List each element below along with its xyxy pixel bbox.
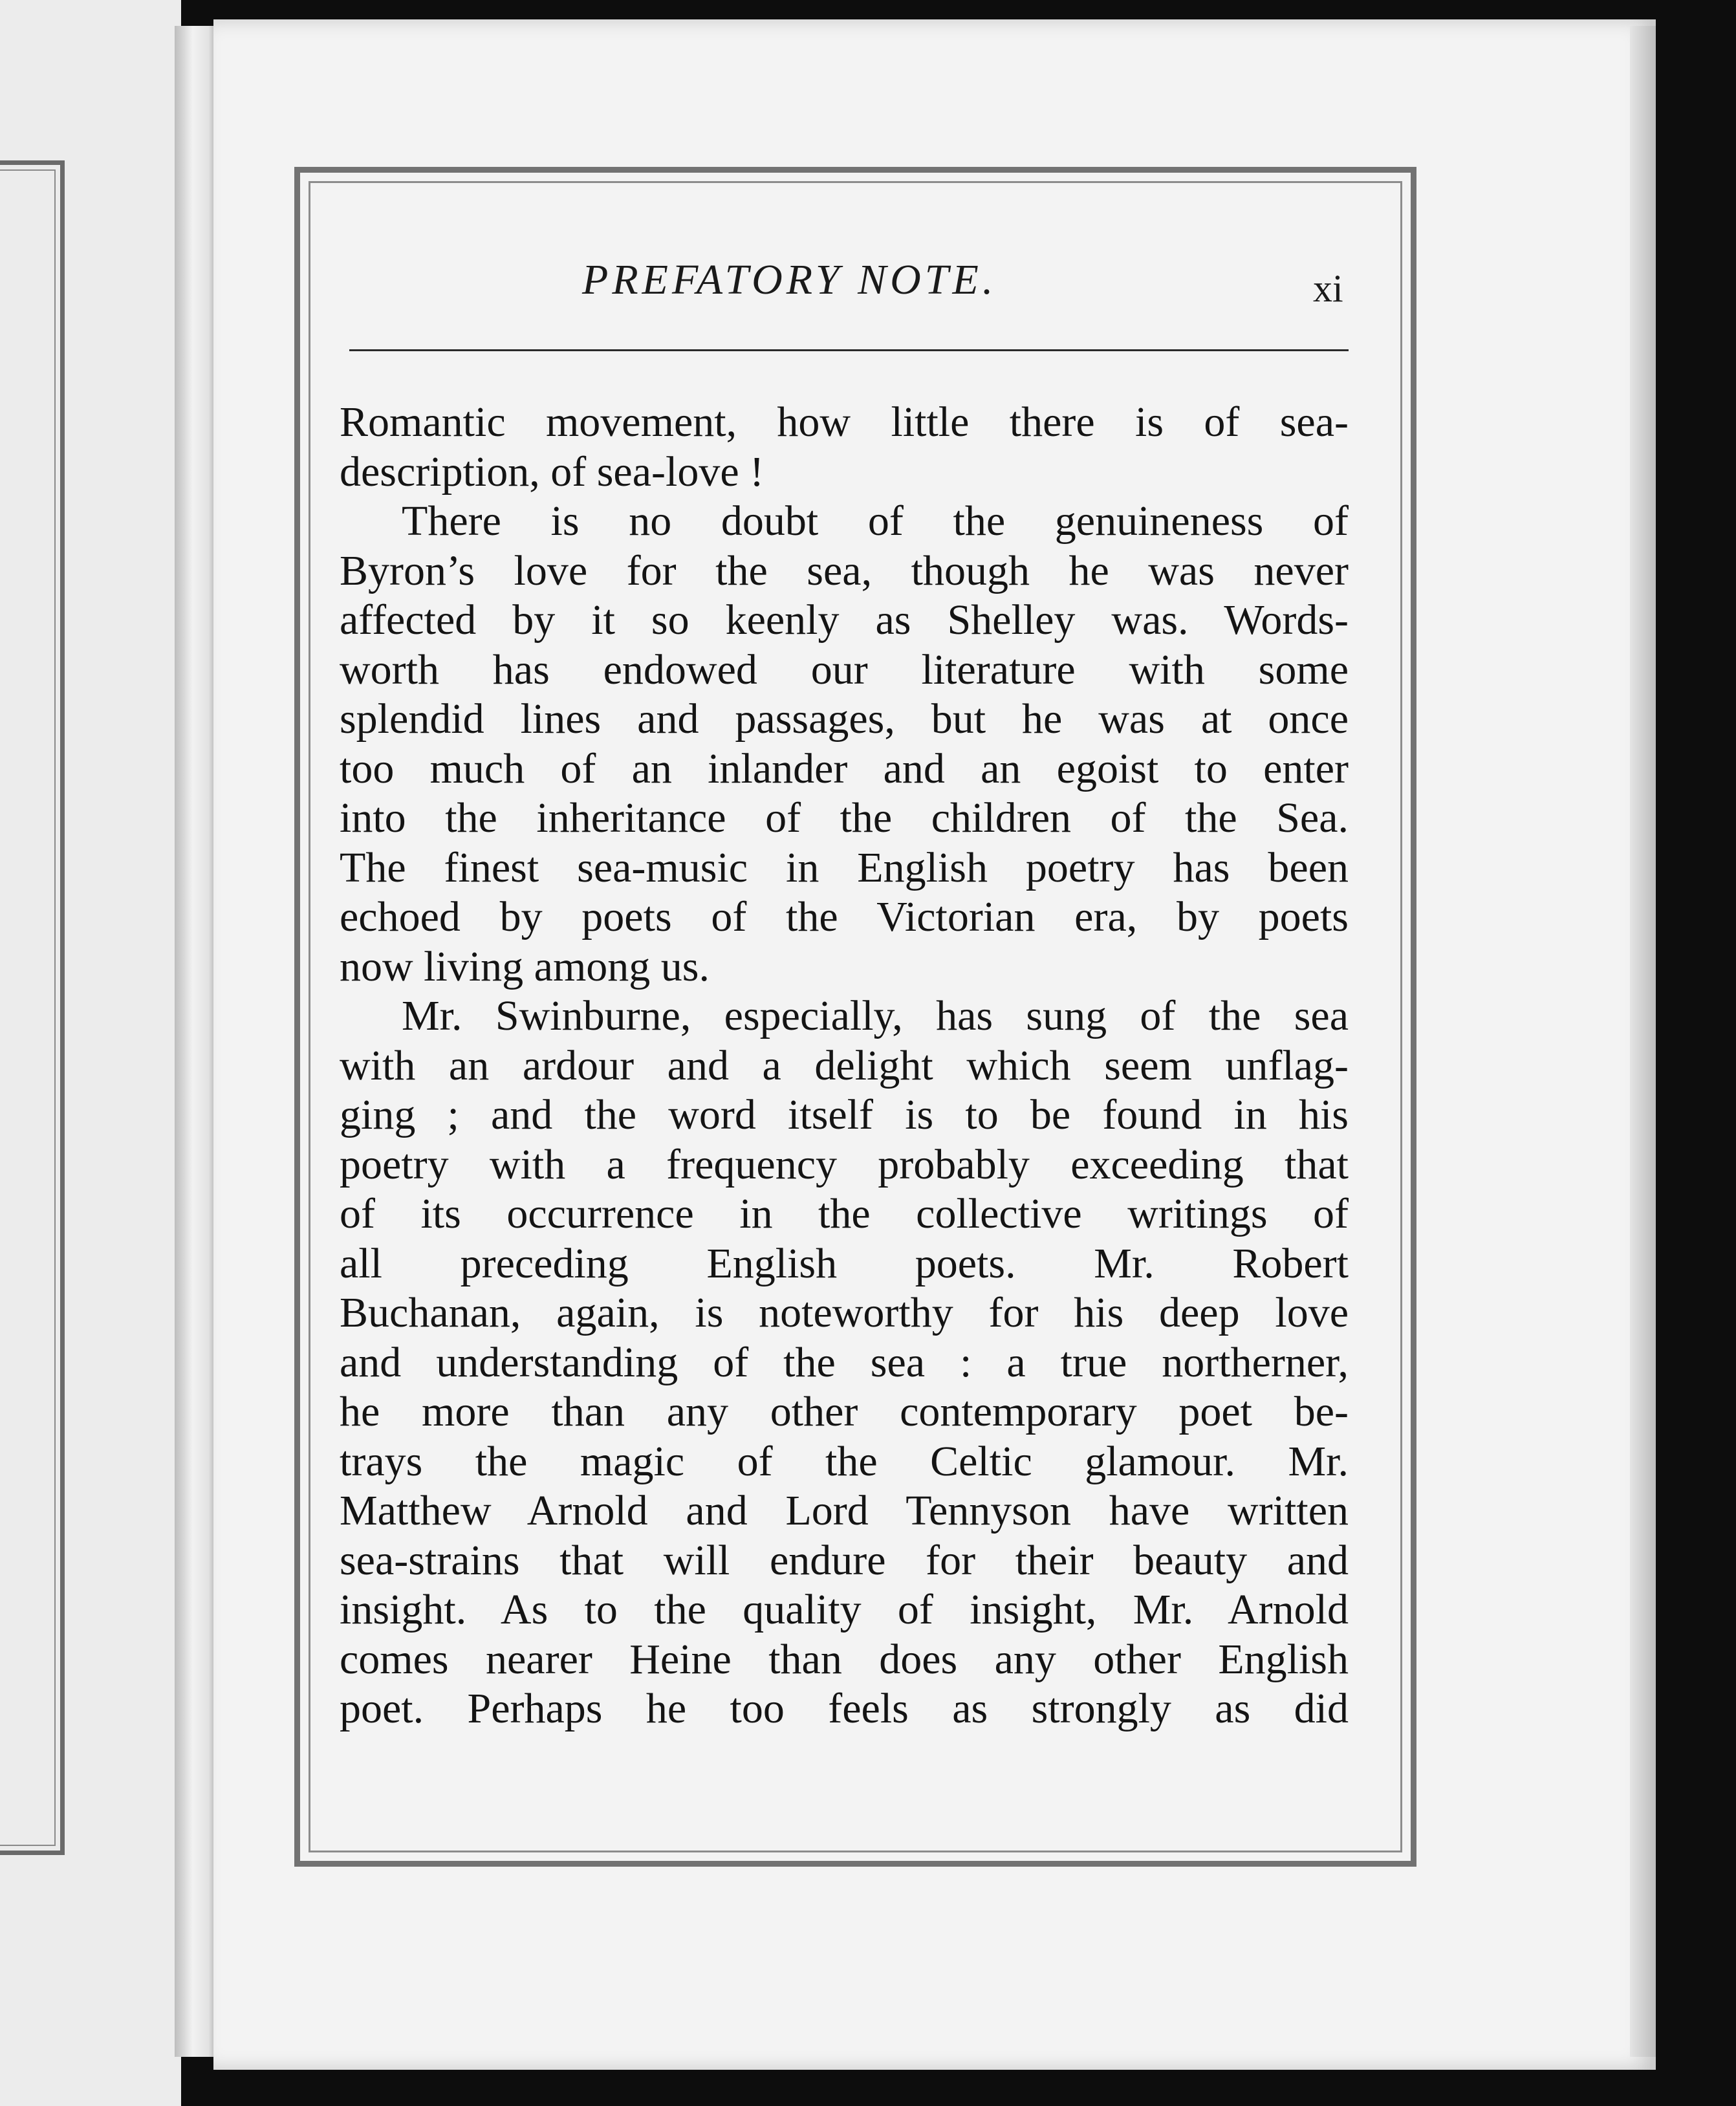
text-line: insight. As to the quality of insight, Mr. Arnold: [340, 1586, 1349, 1633]
text-line: trays the magic of the Celtic glamour. Mr.: [340, 1437, 1349, 1485]
text-line: poet. Perhaps he too feels as strongly as did: [340, 1685, 1349, 1732]
text-line: Buchanan, again, is noteworthy for his deep love: [340, 1289, 1349, 1336]
body-text: [340, 398, 1349, 1734]
text-line: splendid lines and passages, but he was at once: [340, 695, 1349, 743]
text-line: description, of sea-love !: [340, 448, 765, 495]
text-line: The finest sea-music in English poetry has been: [340, 843, 1349, 891]
text-line: and understanding of the sea : a true northerner,: [340, 1338, 1349, 1386]
text-line: all preceding English poets. Mr. Robert: [340, 1239, 1349, 1287]
page-number: xi: [1313, 267, 1343, 310]
left-page-inner-border: [0, 169, 56, 1846]
text-line: poetry with a frequency probably exceeding that: [340, 1140, 1349, 1188]
text-line: sea-strains that will endure for their beauty and: [340, 1536, 1349, 1584]
text-line: with an ardour and a delight which seem unflag-: [340, 1041, 1349, 1089]
header-rule: [349, 349, 1349, 351]
text-line: Matthew Arnold and Lord Tennyson have written: [340, 1487, 1349, 1534]
text-line: of its occurrence in the collective writings of: [340, 1190, 1349, 1237]
running-head: PREFATORY NOTE.: [582, 256, 997, 303]
text-line: he more than any other contemporary poet be-: [340, 1388, 1349, 1435]
text-line: into the inheritance of the children of the Sea.: [340, 794, 1349, 841]
text-line: Mr. Swinburne, especially, has sung of the sea: [402, 992, 1349, 1039]
text-line: Romantic movement, how little there is of sea-: [340, 398, 1349, 446]
text-line: There is no doubt of the genuineness of: [402, 497, 1349, 545]
text-line: too much of an inlander and an egoist to enter: [340, 744, 1349, 792]
text-line: affected by it so keenly as Shelley was. Words-: [340, 596, 1349, 644]
text-line: worth has endowed our literature with some: [340, 646, 1349, 693]
text-line: now living among us.: [340, 942, 710, 990]
text-line: comes nearer Heine than does any other English: [340, 1635, 1349, 1683]
text-line: echoed by poets of the Victorian era, by poets: [340, 893, 1349, 940]
page-edge: [1630, 26, 1656, 2057]
text-line: ging ; and the word itself is to be found in his: [340, 1091, 1349, 1138]
text-line: Byron’s love for the sea, though he was never: [340, 547, 1349, 594]
